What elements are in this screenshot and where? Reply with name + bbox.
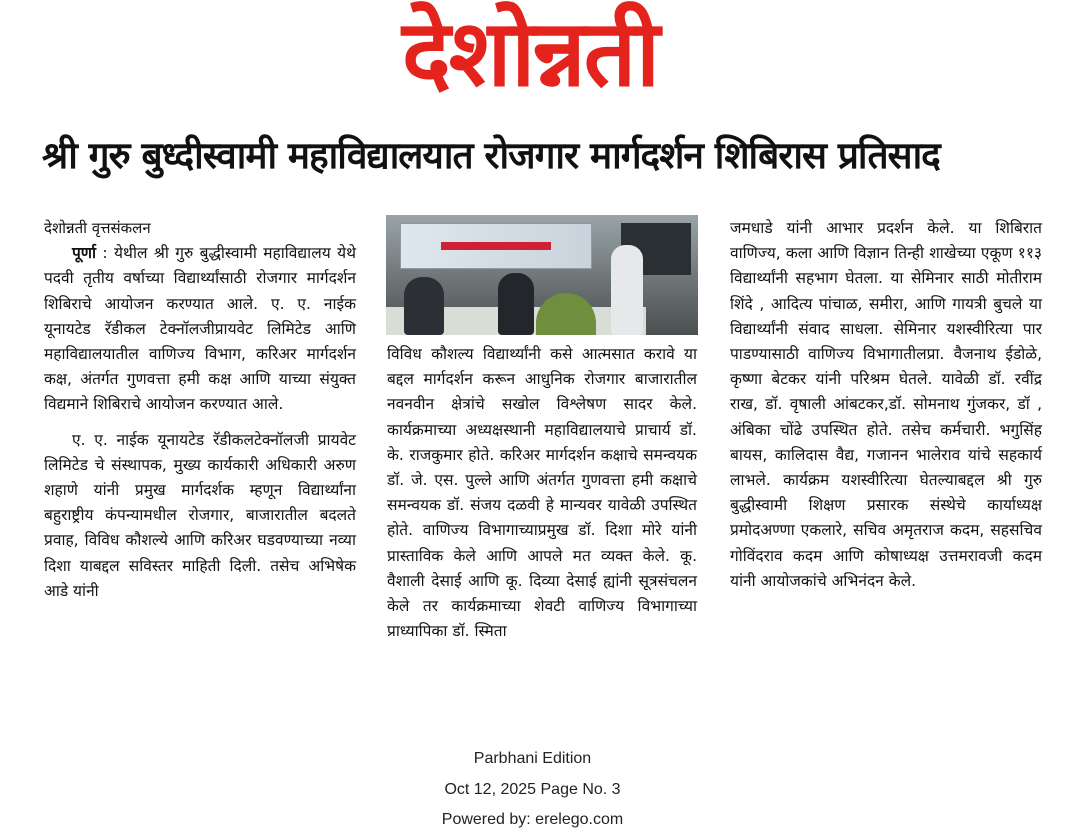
photo-banner	[400, 223, 592, 269]
article-column-3	[730, 216, 1042, 594]
article-credit: देशोन्नती वृत्तसंकलन	[44, 219, 151, 237]
article-column-1	[44, 216, 356, 604]
article-paragraph-3: विविध कौशल्य विद्यार्थ्यांनी कसे आत्मसात करावे या बद्दल मार्गदर्शन करून आधुनिक रोजगार बाजारातील नवनवीन क्षेत्रांचे सखोल विश्लेषण सादर केले. कार्यक्रमाच्या अध्यक्षस्थानी महाविद्यालयाचे प्राचार्य डॉ. के. राजकुमार होते. करिअर मार्गदर्शन कक्षाचे समन्वयक डॉ. जे. एस. पुल्ले आणि अंतर्गत गुणवत्ता हमी कक्षाचे समन्वयक डॉ. संजय दळवी हे मान्यवर यावेळी उपस्थित होते. वाणिज्य विभागाच्याप्रमुख डॉ. दिशा मोरे यांनी प्रास्ताविक केले आणि आपले मत व्यक्त केले. कू. वैशाली देसाई आणि कू. दिव्या देसाई ह्यांनी सूत्रसंचलन केले तर कार्यक्रमाच्या शेवटी वाणिज्य विभागाच्या प्राध्यापिका डॉ. स्मिता	[387, 345, 697, 641]
photo-speaker	[611, 245, 643, 335]
article-paragraph-4: जमधाडे यांनी आभार प्रदर्शन केले. या शिबिरात वाणिज्य, कला आणि विज्ञान तिन्ही शाखेच्या एकूण ११३ विद्यार्थ्यांनी सहभाग घेतला. या सेमिनार साठी मोतीराम शिंदे , आदित्य पांचाळ, समीरा, आणि गायत्री बुचले या विद्यार्थ्यांनी संवाद साधला. सेमिनार यशस्वीरित्या पार पाडण्यासाठी वाणिज्य विभागातीलप्रा. वैजनाथ ईडोळे, कृष्णा बेटकर यांनी परिश्रम घेतले. यावेळी डॉ. रवींद्र राख, डॉ. वृषाली आंबटकर,डॉ. सोमनाथ गुंजकर, डॉ , अंबिका चोंढे उपस्थित होते. तसेच कर्मचारी. भगुसिंह बायस, कालिदास वैद्य, गजानन भालेराव यांचे सहकार्य लाभले. कार्यक्रम यशस्वीरित्या घेतल्याबद्दल श्री गुरु बुद्धीस्वामी शिक्षण प्रसारक संस्थेचे कार्याध्यक्ष प्रमोदअण्णा एकलारे, सचिव अमृतराज कदम, सहसचिव गोविंदराव कदम आणि कोषाध्यक्ष उत्तमरावजी कदम यांनी आयोजकांचे अभिनंदन केले.	[730, 219, 1042, 590]
date-page-label: Oct 12, 2025 Page No. 3	[444, 781, 621, 798]
powered-by-label: Powered by: erelego.com	[441, 811, 624, 828]
article-headline: श्री गुरु बुध्दीस्वामी महाविद्यालयात रोजगार मार्गदर्शन शिबिरास प्रतिसाद	[42, 134, 940, 177]
edition-label: Parbhani Edition	[473, 750, 592, 767]
article-paragraph-2: ए. ए. नाईक यूनायटेड रॅडीकलटेक्नॉलजी प्रायवेट लिमिटेड चे संस्थापक, मुख्य कार्यकारी अधिकारी अरुण शहाणे यांनी प्रमुख मार्गदर्शक म्हणून विद्यार्थ्यांना बहुराष्ट्रीय कंपन्यामधील रोजगार, बाजारातील बदलते प्रवाह, विविध कौशल्ये आणि करिअर घडवण्याच्या नव्या दिशा याबद्दल सविस्तर माहिती दिली. तसेच अभिषेक आडे यांनी	[44, 430, 356, 600]
dateline-city: पूर्णा	[72, 244, 97, 263]
photo-person	[498, 273, 534, 335]
event-photo	[386, 215, 698, 335]
newspaper-masthead: देशोन्नती	[402, 0, 658, 107]
photo-person	[404, 277, 444, 335]
paragraph-1-text: : येथील श्री गुरु बुद्धीस्वामी महाविद्यालय येथे पदवी तृतीय वर्षाच्या विद्यार्थ्यांसाठी रोजगार मार्गदर्शन शिबिराचे आयोजन करण्यात आले. ए. ए. नाईक यूनायटेड रॅडीकल टेक्नॉलजीप्रायवेट लिमिटेड आणि महाविद्यालयातील वाणिज्य विभाग, करिअर मार्गदर्शन कक्ष, अंतर्गत गुणवत्ता हमी कक्ष आणि याच्या संयुक्त विद्यमाने शिबिराचे आयोजन करण्यात आले.	[44, 244, 356, 414]
article-paragraph-1	[44, 241, 356, 417]
article-column-2	[387, 342, 697, 644]
photo-flowers	[536, 293, 596, 335]
